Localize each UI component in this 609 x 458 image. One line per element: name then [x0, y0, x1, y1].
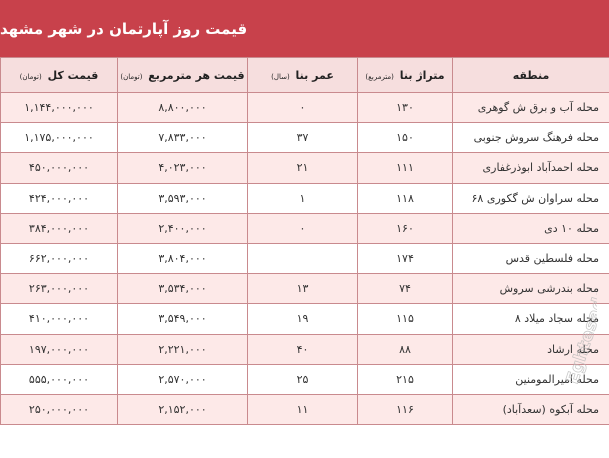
- table-row: [1, 213, 609, 243]
- cell-total-price: ۱,۱۴۴,۰۰۰,۰۰۰: [1, 93, 118, 123]
- cell-price-per-sqm: ۲,۱۵۲,۰۰۰: [118, 394, 248, 424]
- cell-total-price: ۴۲۴,۰۰۰,۰۰۰: [1, 183, 118, 213]
- cell-price-per-sqm: ۲,۴۰۰,۰۰۰: [118, 213, 248, 243]
- cell-region: محله سراوان ش گکوری ۶۸: [453, 183, 609, 213]
- cell-price-per-sqm: ۲,۲۲۱,۰۰۰: [118, 334, 248, 364]
- cell-region: محله احمدآباد ابوذرغفاری: [453, 153, 609, 183]
- header-price-per-sqm-unit: (تومان): [120, 72, 143, 81]
- table-row: [1, 364, 609, 394]
- cell-price-per-sqm: ۳,۵۹۳,۰۰۰: [118, 183, 248, 213]
- header-area: متراژ بنا (مترمربع): [358, 58, 453, 93]
- cell-area: ۸۸: [358, 334, 453, 364]
- cell-area: ۱۵۰: [358, 123, 453, 153]
- header-price-per-sqm: قیمت هر مترمربع (تومان): [118, 58, 248, 93]
- cell-price-per-sqm: ۴,۰۲۳,۰۰۰: [118, 153, 248, 183]
- cell-area: ۱۱۸: [358, 183, 453, 213]
- cell-area: ۱۶۰: [358, 213, 453, 243]
- table-row: [1, 243, 609, 273]
- cell-region: محله سجاد میلاد ۸: [453, 304, 609, 334]
- cell-area: ۱۱۱: [358, 153, 453, 183]
- cell-area: ۱۱۶: [358, 394, 453, 424]
- cell-building-age: ۱۹: [248, 304, 358, 334]
- cell-area: ۲۱۵: [358, 364, 453, 394]
- cell-region: محله ارشاد: [453, 334, 609, 364]
- table-row: [1, 153, 609, 183]
- table-row: [1, 304, 609, 334]
- cell-total-price: ۲۶۳,۰۰۰,۰۰۰: [1, 274, 118, 304]
- cell-building-age: ۲۱: [248, 153, 358, 183]
- page-title: [0, 0, 609, 57]
- cell-price-per-sqm: ۲,۵۷۰,۰۰۰: [118, 364, 248, 394]
- cell-area: ۷۴: [358, 274, 453, 304]
- cell-total-price: ۵۵۵,۰۰۰,۰۰۰: [1, 364, 118, 394]
- cell-total-price: ۶۶۲,۰۰۰,۰۰۰: [1, 243, 118, 273]
- cell-region: محله امیرالمومنین: [453, 364, 609, 394]
- header-total-price-unit: (تومان): [19, 72, 42, 81]
- cell-total-price: ۲۵۰,۰۰۰,۰۰۰: [1, 394, 118, 424]
- cell-area: ۱۱۵: [358, 304, 453, 334]
- cell-price-per-sqm: ۷,۸۳۳,۰۰۰: [118, 123, 248, 153]
- table-row: [1, 274, 609, 304]
- cell-total-price: ۱,۱۷۵,۰۰۰,۰۰۰: [1, 123, 118, 153]
- cell-building-age: ۱۱: [248, 394, 358, 424]
- cell-building-age: ۱: [248, 183, 358, 213]
- cell-building-age: ۴۰: [248, 334, 358, 364]
- cell-area: ۱۷۴: [358, 243, 453, 273]
- table-row: [1, 183, 609, 213]
- header-area-unit: (مترمربع): [365, 72, 394, 81]
- cell-region: محله ۱۰ دی: [453, 213, 609, 243]
- cell-total-price: ۴۵۰,۰۰۰,۰۰۰: [1, 153, 118, 183]
- cell-total-price: ۳۸۴,۰۰۰,۰۰۰: [1, 213, 118, 243]
- cell-region: محله آبکوه (سعدآباد): [453, 394, 609, 424]
- cell-region: محله فرهنگ سروش جنوبی: [453, 123, 609, 153]
- table-row: [1, 394, 609, 424]
- cell-region: محله فلسطین قدس: [453, 243, 609, 273]
- header-region: منطقه: [453, 58, 609, 93]
- header-total-price: قیمت کل (تومان): [1, 58, 118, 93]
- table-row: [1, 123, 609, 153]
- price-table: [0, 57, 609, 425]
- header-building-age: عمر بنا (سال): [248, 58, 358, 93]
- cell-building-age: ۱۳: [248, 274, 358, 304]
- cell-price-per-sqm: ۳,۵۳۴,۰۰۰: [118, 274, 248, 304]
- cell-price-per-sqm: ۸,۸۰۰,۰۰۰: [118, 93, 248, 123]
- cell-building-age: [248, 243, 358, 273]
- cell-price-per-sqm: ۳,۸۰۴,۰۰۰: [118, 243, 248, 273]
- cell-area: ۱۳۰: [358, 93, 453, 123]
- cell-building-age: ۰: [248, 93, 358, 123]
- cell-building-age: ۳۷: [248, 123, 358, 153]
- cell-total-price: ۴۱۰,۰۰۰,۰۰۰: [1, 304, 118, 334]
- page-title-text: قیمت روز آپارتمان در شهر مشهد: [0, 19, 248, 38]
- cell-region: محله آب و برق ش گوهری: [453, 93, 609, 123]
- cell-region: محله بندرشی سروش: [453, 274, 609, 304]
- header-building-age-unit: (سال): [271, 72, 290, 81]
- table-row: [1, 93, 609, 123]
- cell-building-age: ۰: [248, 213, 358, 243]
- table-header-row: [1, 58, 609, 93]
- table-row: [1, 334, 609, 364]
- cell-building-age: ۲۵: [248, 364, 358, 394]
- cell-total-price: ۱۹۷,۰۰۰,۰۰۰: [1, 334, 118, 364]
- cell-price-per-sqm: ۳,۵۴۹,۰۰۰: [118, 304, 248, 334]
